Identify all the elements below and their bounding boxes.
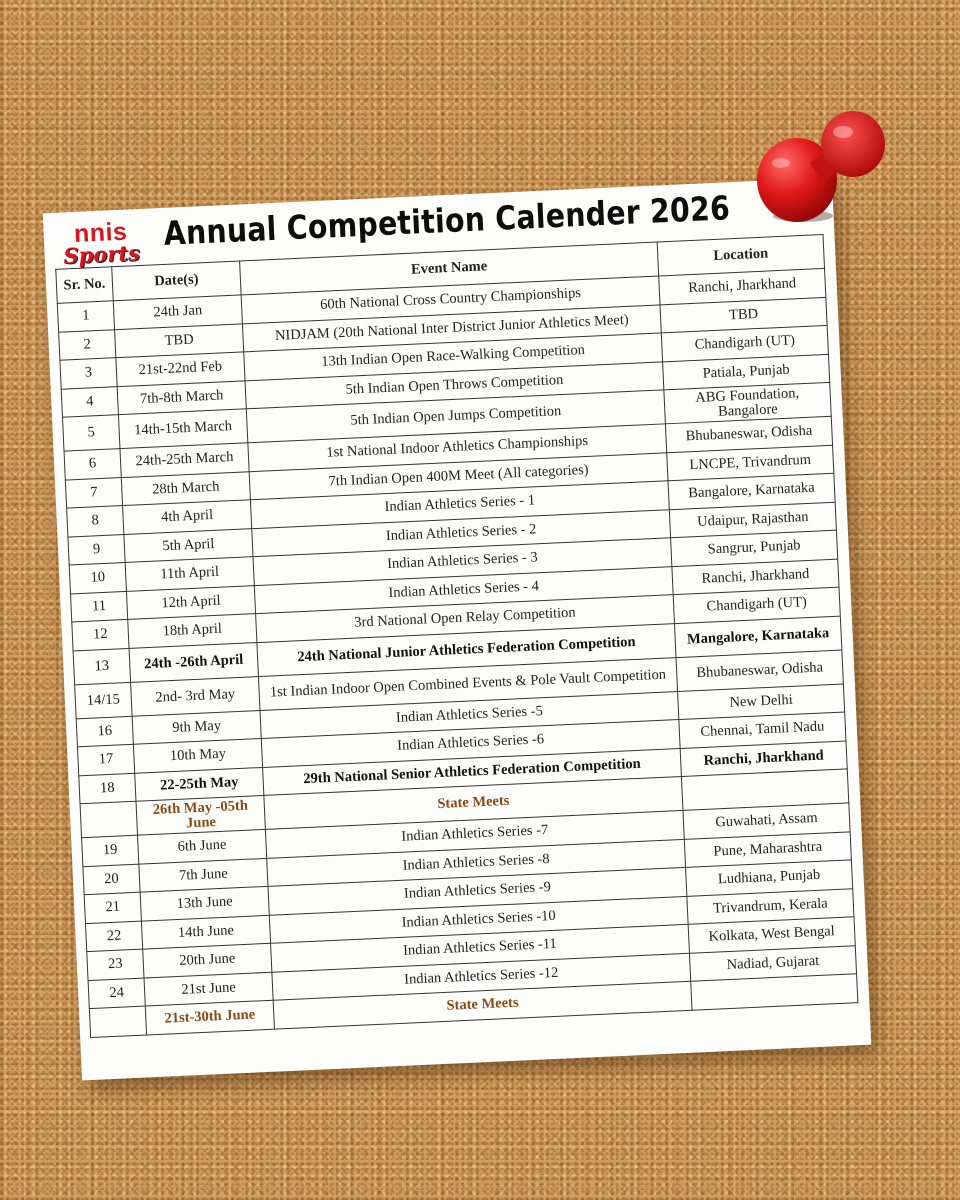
cell-event: 7th Indian Open 400M Meet (All categories) <box>249 452 668 499</box>
cell-date: 26th May -05th June <box>136 795 265 835</box>
cell-sr <box>89 1006 146 1037</box>
cell-location: Pune, Maharashtra <box>684 831 851 867</box>
cell-sr: 20 <box>83 864 140 895</box>
cell-location: Chandigarh (UT) <box>661 325 828 361</box>
cell-event: 29th National Senior Athletics Federation Competition <box>263 748 682 795</box>
cell-date: 21st June <box>144 972 273 1006</box>
cell-location: Ranchi, Jharkhand <box>659 268 826 304</box>
cell-event: Indian Athletics Series - 3 <box>253 538 672 585</box>
cell-event: 3rd National Open Relay Competition <box>256 595 675 642</box>
cell-date: 24th-25th March <box>120 443 249 477</box>
cell-location: Ludhiana, Punjab <box>686 860 853 896</box>
cell-location: Sangrur, Punjab <box>671 530 838 566</box>
cell-sr <box>80 801 137 838</box>
cell-event: Indian Athletics Series -5 <box>260 691 679 738</box>
cell-event: NIDJAM (20th National Inter District Junior Athletics Meet) <box>242 304 661 351</box>
page-title: Annual Competition Calender 2026 <box>162 188 731 253</box>
cell-sr: 11 <box>70 591 127 622</box>
cell-location: Guwahati, Assam <box>683 803 850 839</box>
cell-event: 13th Indian Open Race-Walking Competition <box>244 333 663 380</box>
cell-date: 18th April <box>128 614 257 648</box>
cell-date: 22-25th May <box>135 767 264 801</box>
cell-location: Bhubaneswar, Odisha <box>676 650 843 691</box>
cell-event: Indian Athletics Series -11 <box>271 924 690 971</box>
cell-event: 24th National Junior Athletics Federation Competition <box>257 623 676 676</box>
cell-event: Indian Athletics Series -12 <box>272 953 691 1000</box>
cell-event: State Meets <box>273 981 692 1028</box>
cell-sr: 12 <box>72 619 129 650</box>
cell-sr: 13 <box>73 648 130 685</box>
cell-date: 24th -26th April <box>129 642 258 682</box>
cell-location: Chennai, Tamil Nadu <box>679 712 846 748</box>
cell-location: Bangalore, Karnataka <box>668 473 835 509</box>
cell-event: 5th Indian Open Throws Competition <box>245 361 664 408</box>
cell-event: Indian Athletics Series -7 <box>265 810 684 857</box>
cell-sr: 18 <box>79 773 136 804</box>
push-pin-icon <box>755 108 895 228</box>
cell-date: 6th June <box>138 829 267 863</box>
cell-date: 7th-8th March <box>117 380 246 414</box>
cell-location: Ranchi, Jharkhand <box>672 559 839 595</box>
cell-date: 28th March <box>121 471 250 505</box>
cell-location: Ranchi, Jharkhand <box>680 740 847 776</box>
header-event-name: Event Name <box>240 242 659 295</box>
cell-location <box>691 974 858 1010</box>
cell-event: 1st Indian Indoor Open Combined Events & Pole Vault Competition <box>258 657 677 710</box>
cell-date: 10th May <box>133 738 262 772</box>
cell-location: TBD <box>660 297 827 333</box>
cell-date: 14th June <box>141 915 270 949</box>
cell-date: 2nd- 3rd May <box>131 676 260 716</box>
cell-date: 20th June <box>143 943 272 977</box>
cell-event: Indian Athletics Series -8 <box>267 839 686 886</box>
cell-sr: 10 <box>69 562 126 593</box>
cell-date: 12th April <box>126 585 255 619</box>
competition-table <box>55 234 858 1038</box>
calendar-sheet <box>43 178 872 1081</box>
cell-location: Nadiad, Gujarat <box>689 945 856 981</box>
cell-location: LNCPE, Trivandrum <box>667 445 834 481</box>
cell-date: 11th April <box>125 557 254 591</box>
cell-sr: 24 <box>88 978 145 1009</box>
cell-date: 24th Jan <box>113 295 242 329</box>
cell-event: State Meets <box>264 776 683 829</box>
cell-sr: 8 <box>67 506 124 537</box>
cell-sr: 7 <box>65 477 122 508</box>
cell-sr: 6 <box>64 449 121 480</box>
cell-event: Indian Athletics Series -9 <box>268 867 687 914</box>
header-sr-no: Sr. No. <box>56 267 113 304</box>
cell-sr: 5 <box>62 415 119 452</box>
header-dates: Date(s) <box>112 261 241 301</box>
cell-date: 21st-30th June <box>145 1000 274 1034</box>
cell-date: 21st-22nd Feb <box>116 352 245 386</box>
cell-event: 1st National Indoor Athletics Championships <box>248 424 667 471</box>
cell-event: Indian Athletics Series - 2 <box>252 509 671 556</box>
cell-sr: 4 <box>61 386 118 417</box>
cell-location: Chandigarh (UT) <box>673 587 840 623</box>
cell-location: Trivandrum, Kerala <box>687 888 854 924</box>
cell-event: Indian Athletics Series - 4 <box>254 566 673 613</box>
logo-text-top: nnis <box>73 217 128 248</box>
cell-sr: 14/15 <box>75 682 132 719</box>
cell-event: Indian Athletics Series - 1 <box>250 481 669 528</box>
cell-sr: 22 <box>85 921 142 952</box>
logo-text-bottom: Sports <box>62 240 141 269</box>
cell-location: Bhubaneswar, Odisha <box>665 416 832 452</box>
cell-sr: 21 <box>84 892 141 923</box>
cell-location: Patiala, Punjab <box>663 354 830 390</box>
cell-sr: 16 <box>76 716 133 747</box>
cell-date: 13th June <box>140 886 269 920</box>
cell-sr: 3 <box>60 358 117 389</box>
cell-date: 7th June <box>139 858 268 892</box>
cell-sr: 17 <box>77 744 134 775</box>
cell-sr: 9 <box>68 534 125 565</box>
cell-sr: 23 <box>87 949 144 980</box>
cell-event: Indian Athletics Series -10 <box>269 896 688 943</box>
cell-event: 60th National Cross Country Championships <box>241 276 660 323</box>
cell-date: 14th-15th March <box>118 409 247 449</box>
header-location: Location <box>657 234 824 275</box>
cell-date: 5th April <box>124 528 253 562</box>
cell-date: TBD <box>115 323 244 357</box>
cell-date: 4th April <box>123 500 252 534</box>
cell-location: Kolkata, West Bengal <box>688 917 855 953</box>
cell-sr: 2 <box>59 329 116 360</box>
cell-location: Udaipur, Rajasthan <box>669 502 836 538</box>
cell-location: Mangalore, Karnataka <box>674 616 841 657</box>
brand-logo <box>55 219 147 267</box>
cell-event: 5th Indian Open Jumps Competition <box>246 390 665 443</box>
cell-location: ABG Foundation, Bangalore <box>664 382 831 423</box>
cell-sr: 1 <box>57 301 114 332</box>
cell-date: 9th May <box>132 710 261 744</box>
cell-location: New Delhi <box>678 684 845 720</box>
cell-sr: 19 <box>82 835 139 866</box>
cell-event: Indian Athletics Series -6 <box>261 720 680 767</box>
